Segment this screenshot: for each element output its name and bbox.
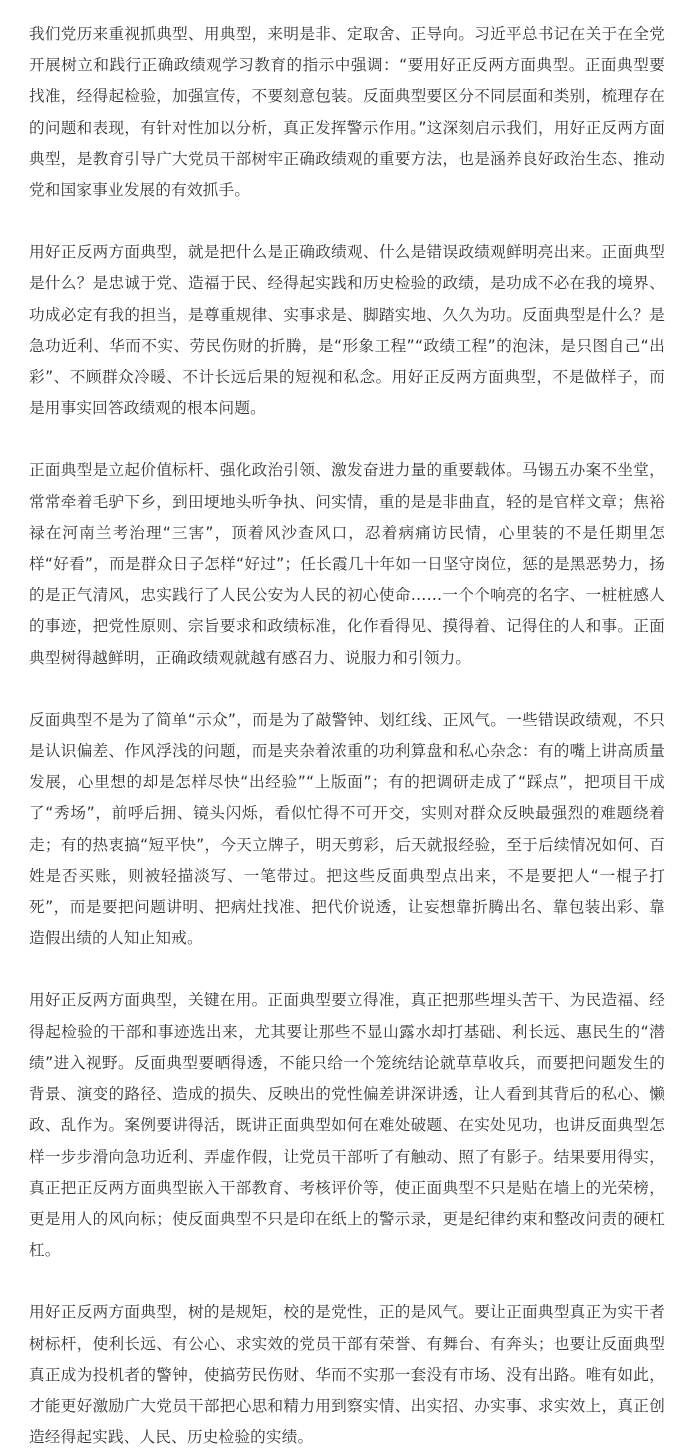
- paragraph-2: 用好正反两方面典型，就是把什么是正确政绩观、什么是错误政绩观鲜明亮出来。正面典型是什么？是忠诚于党、造福于民、经得起实践和历史检验的政绩，是功成不必在我的境界、功成必定有我的担当，是尊重规律、实事求是、脚踏实地、久久为功。反面典型是什么？是急功近利、华而不实、劳民伤财的折腾，是“形象工程”“政绩工程”的泡沫，是只图自己“出彩”、不顾群众冷暖、不计长远后果的短视和私念。用好正反两方面典型，不是做样子，而是用事实回答政绩观的根本问题。: [29, 243, 665, 418]
- article-body: [29, 19, 665, 1453]
- paragraph-4: 反面典型不是为了简单“示众”，而是为了敲警钟、划红线、正风气。一些错误政绩观，不只是认识偏差、作风浮浅的问题，而是夹杂着浓重的功利算盘和私心杂念：有的嘴上讲高质量发展，心里想的却是怎样尽快“出经验”“上版面”；有的把调研走成了“踩点”，把项目干成了“秀场”，前呼后拥、镜头闪烁，看似忙得不可开交，实则对群众反映最强烈的难题绕着走；有的热衷搞“短平快”，今天立牌子，明天剪彩，后天就报经验，至于后续情况如何、百姓是否买账，则被轻描淡写、一笔带过。把这些反面典型点出来，不是要把人“一棍子打死”，而是要把问题讲明、把病灶找准、把代价说透，让妄想靠折腾出名、靠包装出彩、靠造假出绩的人知止知戒。: [29, 710, 665, 948]
- paragraph-6: 用好正反两方面典型，树的是规矩，校的是党性，正的是风气。要让正面典型真正为实干者树标杆，使利长远、有公心、求实效的党员干部有荣誉、有舞台、有奔头；也要让反面典型真正成为投机者的警钟，使搞劳民伤财、华而不实那一套没有市场、没有出路。唯有如此，才能更好激励广大党员干部把心思和精力用到察实情、出实招、办实事、求实效上，真正创造经得起实践、人民、历史检验的实绩。: [29, 1303, 665, 1447]
- paragraph-3: 正面典型是立起价值标杆、强化政治引领、激发奋进力量的重要载体。马锡五办案不坐堂，常常牵着毛驴下乡，到田埂地头听争执、问实情，重的是是非曲直，轻的是官样文章；焦裕禄在河南兰考治理“三害”，顶着风沙查风口，忍着病痛访民情，心里装的不是任期里怎样“好看”，而是群众日子怎样“好过”；任长霞几十年如一日坚守岗位，惩的是黑恶势力，扬的是正气清风，忠实践行了人民公安为人民的初心使命……一个个响亮的名字、一桩桩感人的事迹，把党性原则、宗旨要求和政绩标准，化作看得见、摸得着、记得住的人和事。正面典型树得越鲜明，正确政绩观就越有感召力、说服力和引领力。: [29, 461, 665, 667]
- paragraph-1: 我们党历来重视抓典型、用典型，来明是非、定取舍、正导向。习近平总书记在关于在全党开展树立和践行正确政绩观学习教育的指示中强调：“要用好正反两方面典型。正面典型要找准，经得起检验，加强宣传，不要刻意包装。反面典型要区分不同层面和类别，梳理存在的问题和表现，有针对性加以分析，真正发挥警示作用。”这深刻启示我们，用好正反两方面典型，是教育引导广大党员干部树牢正确政绩观的重要方法，也是涵养良好政治生态、推动党和国家事业发展的有效抓手。: [29, 25, 665, 200]
- paragraph-5: 用好正反两方面典型，关键在用。正面典型要立得准，真正把那些埋头苦干、为民造福、经得起检验的干部和事迹选出来，尤其要让那些不显山露水却打基础、利长远、惠民生的“潜绩”进入视野。反面典型要晒得透，不能只给一个笼统结论就草草收兵，而要把问题发生的背景、演变的路径、造成的损失、反映出的党性偏差讲深讲透，让人看到其背后的私心、懒政、乱作为。案例要讲得活，既讲正面典型如何在难处破题、在实处见功，也讲反面典型怎样一步步滑向急功近利、弄虚作假，让党员干部听了有触动、照了有影子。结果要用得实，真正把正反两方面典型嵌入干部教育、考核评价等，使正面典型不只是贴在墙上的光荣榜，更是用人的风向标；使反面典型不只是印在纸上的警示录，更是纪律约束和整改问责的硬杠杠。: [29, 991, 665, 1260]
